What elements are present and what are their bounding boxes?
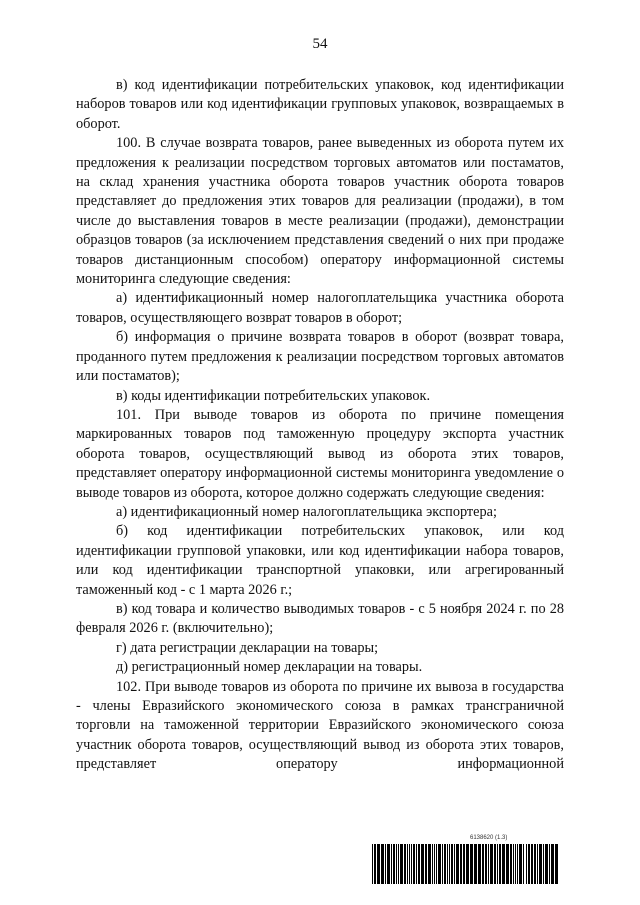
paragraph: 101. При выводе товаров из оборота по причине помещения маркированных товаров под таможенную процедуру экспорта участник оборота товаров, осуществляющий вывод из оборота этих товаров, представляет оператору информационной системы мониторинга уведомление о выводе товаров из оборота, которое должно содержать следующие сведения: [76,406,564,501]
document-code: 6138620 (1.3) [470,835,508,841]
paragraph: в) коды идентификации потребительских упаковок. [116,387,431,404]
paragraph: в) код товара и количество выводимых товаров - с 5 ноября 2024 г. по 28 февраля 2026 г. (включительно); [76,600,564,637]
paragraph: в) код идентификации потребительских упаковок, код идентификации наборов товаров или код идентификации групповых упаковок, возвращаемых в оборот. [76,77,564,132]
paragraph: б) код идентификации потребительских упаковок, или код идентификации групповой упаковки, или код идентификации набора товаров, или код идентификации транспортной упаковки, или агрегированный таможенный код - с 1 марта 2026 г.; [76,523,564,598]
paragraph: а) идентификационный номер налогоплательщика экспортера; [116,503,497,520]
paragraph: а) идентификационный номер налогоплательщика участника оборота товаров, осуществляющего возврат товаров в оборот; [76,290,564,326]
paragraph: б) информация о причине возврата товаров в оборот (возврат товара, проданного путем предложения к реализации посредством торговых автоматов или постаматов); [76,329,564,385]
page-number: 54 [312,36,328,52]
paragraph: д) регистрационный номер декларации на товары. [116,659,423,676]
paragraph: 100. В случае возврата товаров, ранее выведенных из оборота путем их предложения к реализации посредством торговых автоматов или постаматов, на склад хранения участника оборота товаров участник оборота товаров представляет до предложения этих товаров для реализации (продажи), в том числе до выставления товаров в месте реализации (продажи), демонстрации образцов товаров (за исключением представления сведений о них при продаже товаров дистанционным способом) оператору информационной системы мониторинга следующие сведения: [76,135,564,288]
body-text [76,76,564,775]
paragraph: г) дата регистрации декларации на товары; [116,639,379,656]
paragraph-continued: 102. При выводе товаров из оборота по причине их вывоза в государства - члены Евразийского экономического союза в рамках трансграничной торговли на таможенной территории Евразийского экономического союза участник оборота товаров, осуществляющий вывод из оборота этих товаров, представляет оператору информационной [76,678,564,773]
barcode-icon [372,844,560,884]
